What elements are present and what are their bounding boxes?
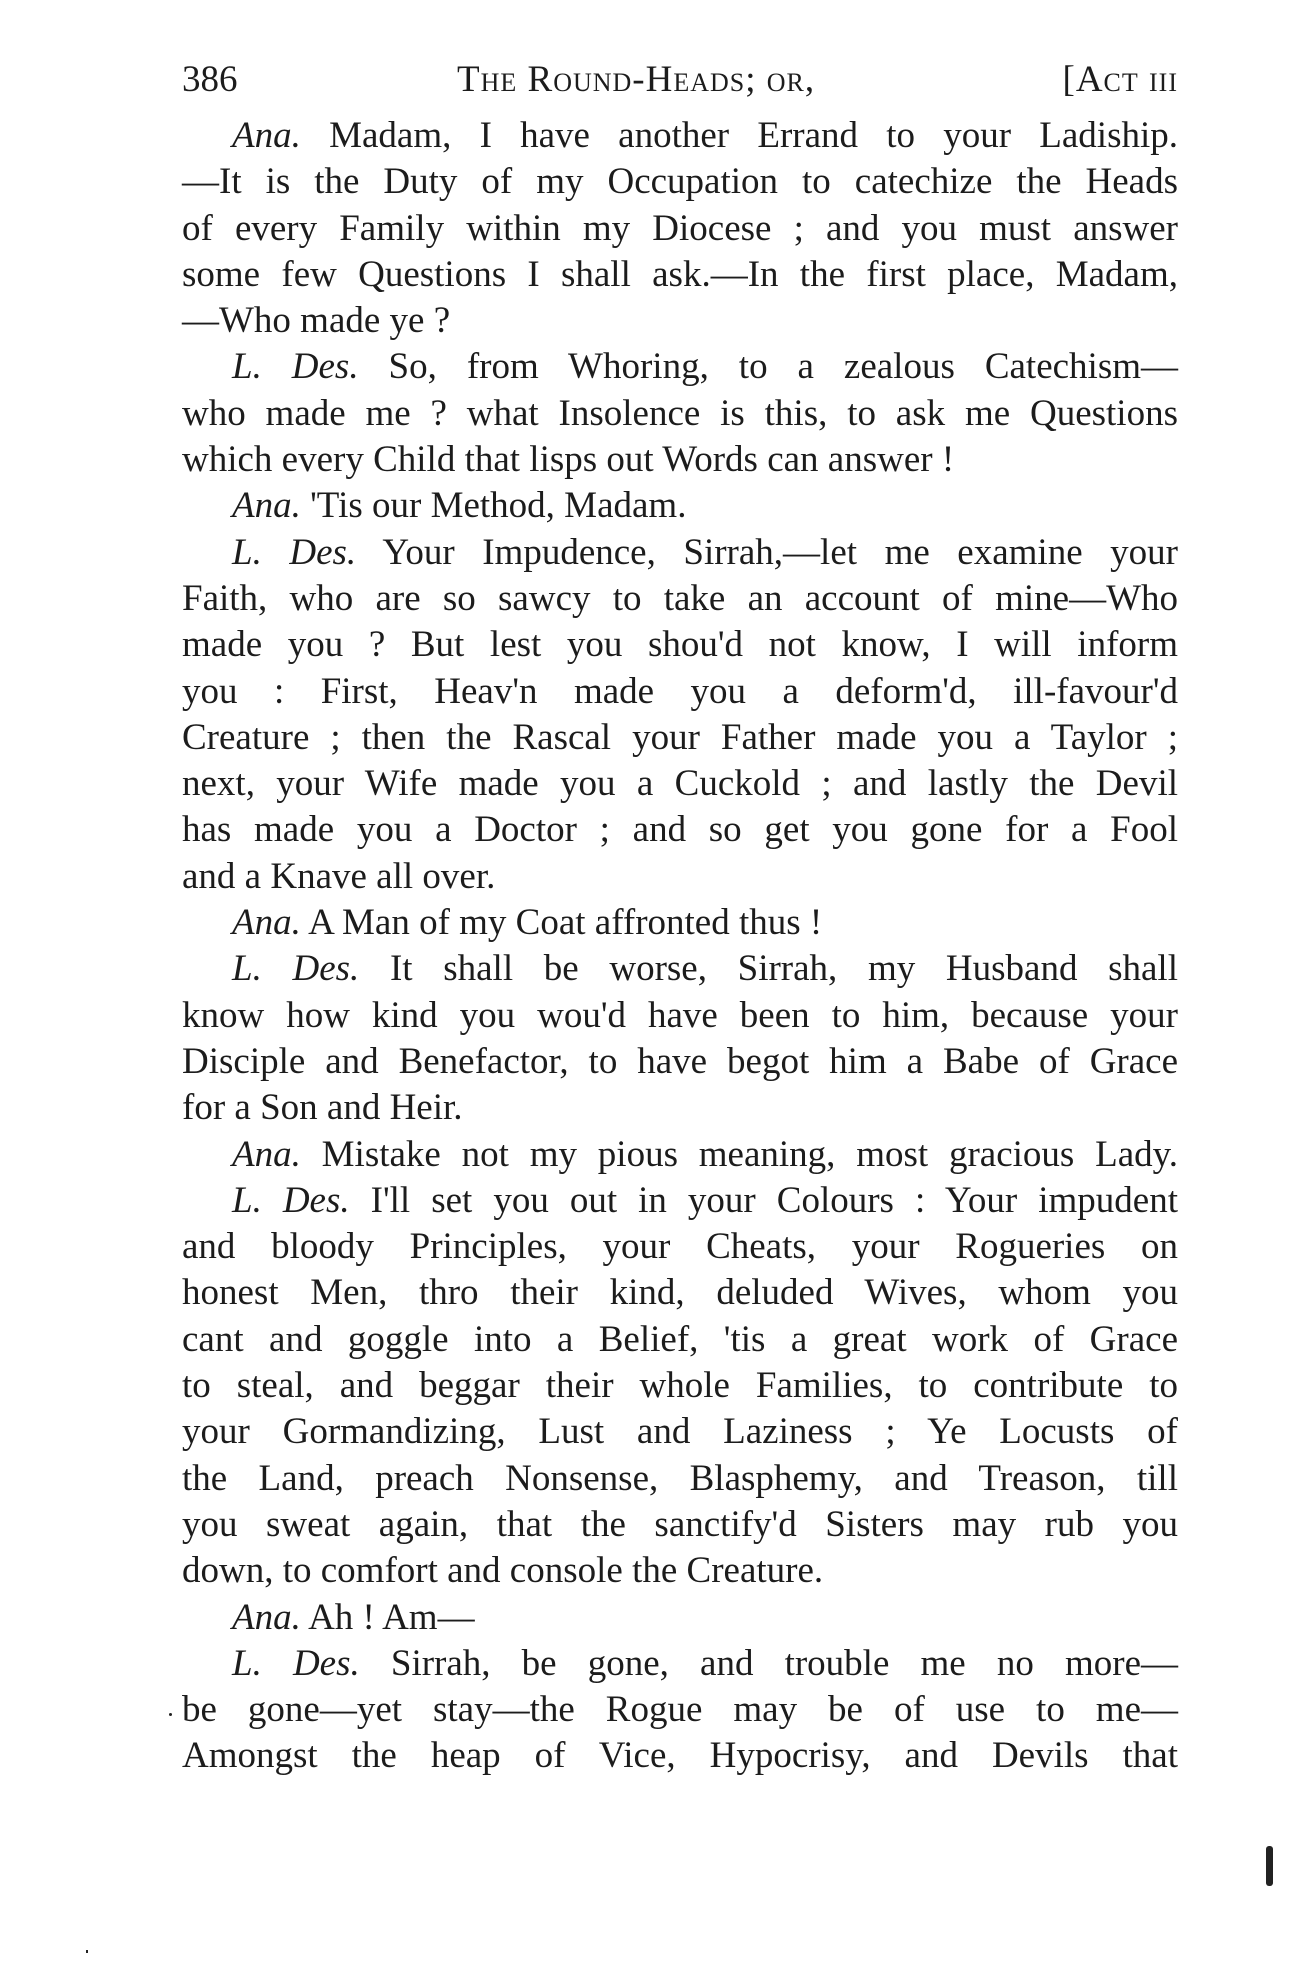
speaker-name: Ana. [232, 485, 301, 527]
line-text: cant and goggle into a Belief, 'tis a great work of Grace [182, 1318, 1178, 1360]
speaker-name: L. Des. [232, 531, 357, 573]
play-text [182, 113, 1178, 1780]
line-text: —Who made ye ? [182, 300, 451, 342]
text-line [182, 1595, 1178, 1641]
line-text: made you ? But lest you shou'd not know, I will inform [182, 624, 1178, 666]
line-text: Creature ; then the Rascal your Father made you a Taylor ; [182, 716, 1178, 758]
text-line [182, 113, 1178, 159]
text-line [182, 1178, 1178, 1224]
line-text: Mistake not my pious meaning, most gracious Lady. [300, 1133, 1178, 1175]
line-text: next, your Wife made you a Cuckold ; and lastly the Devil [182, 763, 1178, 805]
line-text: Madam, I have another Errand to your Ladiship. [300, 115, 1178, 156]
page-number: 386 [182, 59, 238, 100]
line-text: be gone—yet stay—the Rogue may be of use to me— [182, 1689, 1178, 1731]
text-line [182, 854, 1178, 900]
speaker-name: Ana. [232, 902, 301, 944]
line-text: Disciple and Benefactor, to have begot him a Babe of Grace [182, 1040, 1178, 1082]
text-line [182, 391, 1178, 437]
line-text: to steal, and beggar their whole Families, to contribute to [182, 1365, 1178, 1407]
text-line [182, 1270, 1178, 1316]
text-line [182, 1641, 1178, 1687]
line-text: Faith, who are so sawcy to take an account of mine—Who [182, 577, 1178, 619]
line-text: your Gormandizing, Lust and Laziness ; Ye Locusts of [182, 1411, 1178, 1453]
line-text: you : First, Heav'n made you a deform'd, ill-favour'd [182, 670, 1178, 712]
act-label: [Act iii [1062, 59, 1178, 100]
speaker-name: L. Des. [232, 948, 360, 990]
text-line [182, 946, 1178, 992]
speaker-name: Ana. [232, 115, 301, 156]
line-text: —It is the Duty of my Occupation to catechize the Heads [182, 161, 1178, 203]
line-text: Amongst the heap of Vice, Hypocrisy, and Devils that [182, 1735, 1178, 1777]
text-line [182, 576, 1178, 622]
line-text: Sirrah, be gone, and trouble me no more— [359, 1642, 1178, 1684]
text-line [182, 993, 1178, 1039]
text-line [182, 715, 1178, 761]
text-line [182, 1132, 1178, 1178]
line-text: A Man of my Coat affronted thus ! [300, 902, 823, 944]
line-text: who made me ? what Insolence is this, to ask me Questions [182, 392, 1178, 434]
ink-speck [169, 1713, 172, 1716]
line-text: 'Tis our Method, Madam. [300, 485, 687, 527]
text-line [182, 1363, 1178, 1409]
line-text: Your Impudence, Sirrah,—let me examine your [356, 531, 1179, 573]
text-line [182, 159, 1178, 205]
text-line [182, 669, 1178, 715]
text-line [182, 1548, 1178, 1594]
speaker-name: Ana. [232, 1596, 301, 1638]
line-text: It shall be worse, Sirrah, my Husband shall [359, 948, 1178, 990]
text-line [182, 622, 1178, 668]
text-line [182, 1733, 1178, 1779]
line-text: So, from Whoring, to a zealous Catechism— [358, 346, 1179, 388]
text-line [182, 1687, 1178, 1733]
line-text: has made you a Doctor ; and so get you gone for a Fool [182, 809, 1178, 851]
text-line [182, 761, 1178, 807]
line-text: of every Family within my Diocese ; and you must answer [182, 207, 1178, 249]
text-line [182, 206, 1178, 252]
page-header [182, 52, 1178, 108]
speaker-name: L. Des. [232, 1642, 360, 1684]
text-line [182, 900, 1178, 946]
line-text: I'll set you out in your Colours : Your impudent [349, 1179, 1178, 1221]
text-line [182, 1085, 1178, 1131]
line-text: and bloody Principles, your Cheats, your Rogueries on [182, 1226, 1178, 1268]
text-line [182, 298, 1178, 344]
line-text: the Land, preach Nonsense, Blasphemy, and Treason, till [182, 1457, 1178, 1499]
line-text: which every Child that lisps out Words can answer ! [182, 439, 955, 481]
text-line [182, 530, 1178, 576]
line-text: know how kind you wou'd have been to him, because your [182, 994, 1178, 1036]
speaker-name: L. Des. [232, 346, 359, 388]
ink-speck [86, 1950, 88, 1953]
text-line [182, 1317, 1178, 1363]
text-line [182, 252, 1178, 298]
line-text: you sweat again, that the sanctify'd Sisters may rub you [182, 1503, 1178, 1545]
text-line [182, 1224, 1178, 1270]
text-line [182, 483, 1178, 529]
line-text: and a Knave all over. [182, 855, 496, 897]
running-title: The Round-Heads; or, [457, 59, 816, 100]
text-line [182, 807, 1178, 853]
margin-mark [1266, 1846, 1273, 1886]
speaker-name: Ana. [232, 1133, 301, 1175]
speaker-name: L. Des. [232, 1179, 350, 1221]
text-line [182, 1456, 1178, 1502]
line-text: for a Son and Heir. [182, 1087, 463, 1129]
text-line [182, 1039, 1178, 1085]
text-line [182, 344, 1178, 390]
line-text: some few Questions I shall ask.—In the first place, Madam, [182, 253, 1178, 295]
text-line [182, 1409, 1178, 1455]
line-text: down, to comfort and console the Creature. [182, 1550, 824, 1592]
text-line [182, 1502, 1178, 1548]
text-line [182, 437, 1178, 483]
line-text: Ah ! Am— [300, 1596, 475, 1638]
line-text: honest Men, thro their kind, deluded Wives, whom you [182, 1272, 1178, 1314]
